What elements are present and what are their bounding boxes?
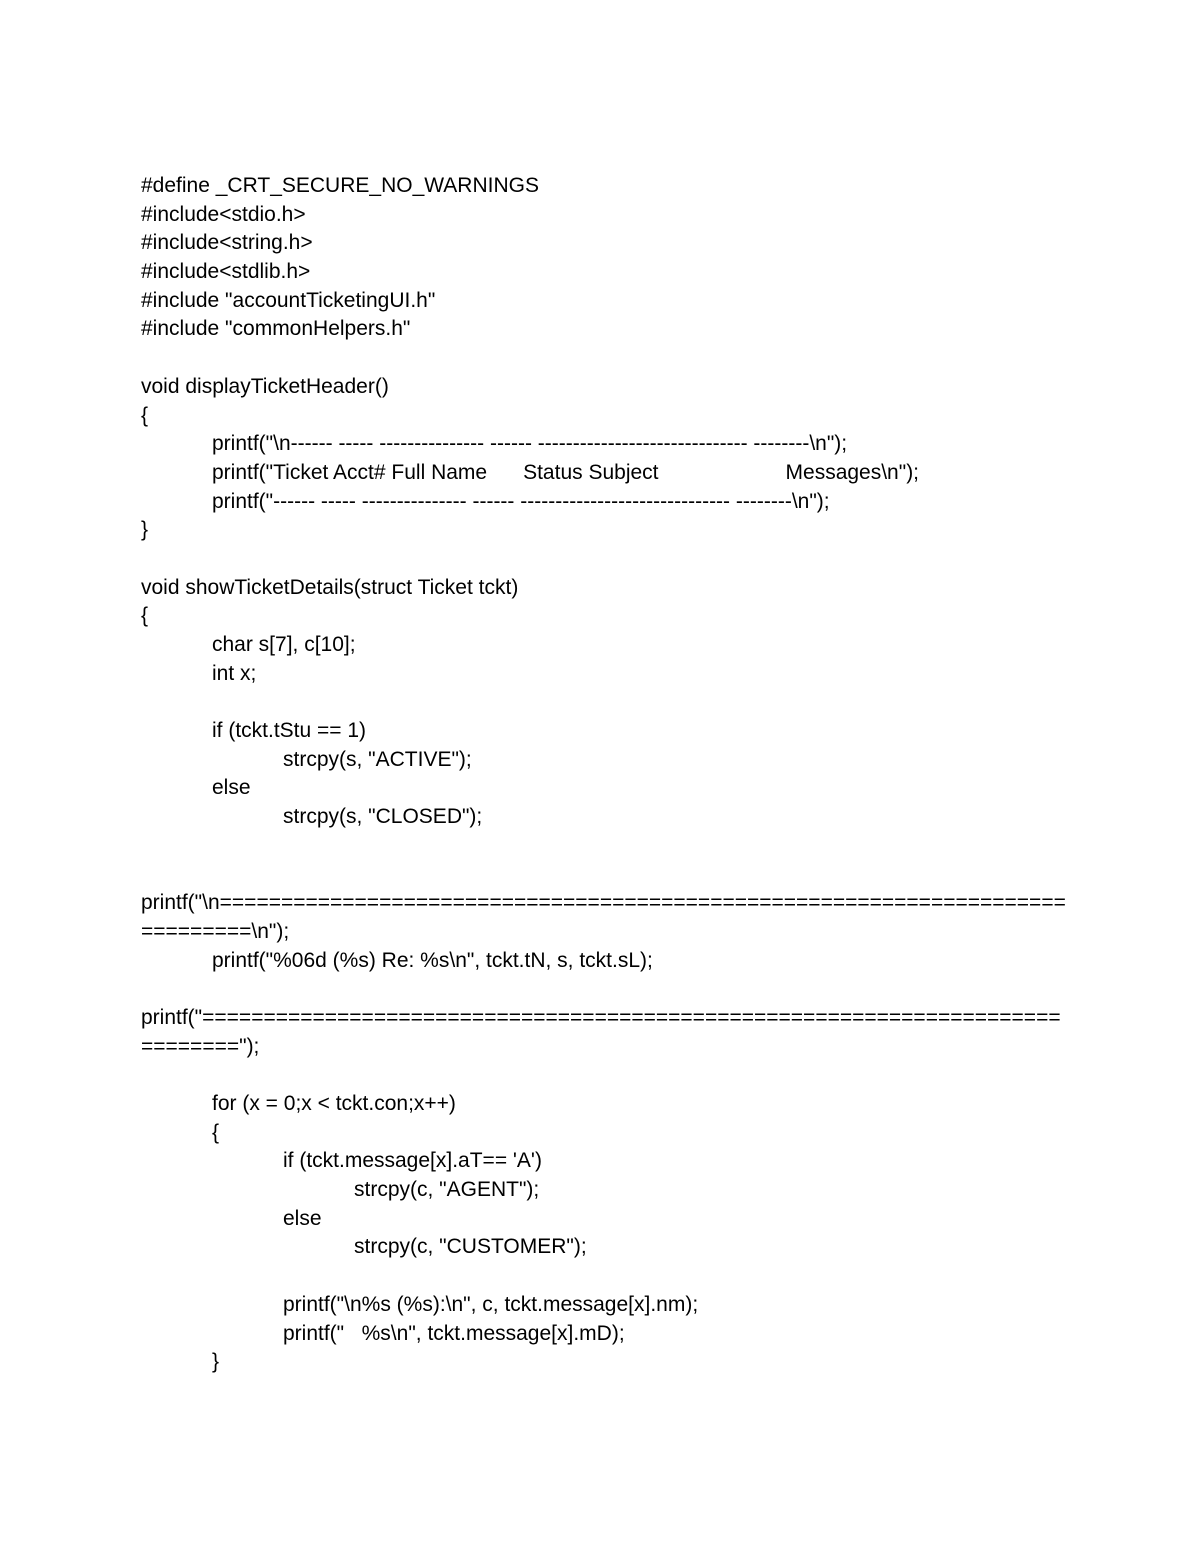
- code-line: else: [283, 1206, 322, 1230]
- code-line: {: [212, 1120, 220, 1144]
- code-line: printf("\n=====================================================================: [141, 891, 1066, 915]
- code-line: else: [212, 776, 251, 800]
- code-line: for (x = 0;x < tckt.con;x++): [212, 1092, 456, 1115]
- blank-line: [141, 861, 1071, 890]
- code-segment: Messages\n");: [785, 460, 920, 484]
- code-line: #include "accountTicketingUI.h": [141, 288, 436, 312]
- code-line: printf("======================================================================: [141, 1005, 1061, 1029]
- code-line: #include<stdlib.h>: [141, 260, 311, 284]
- code-line: printf("\n%s (%s):\n", c, tckt.message[x].nm);: [283, 1292, 699, 1316]
- code-line: strcpy(c, "AGENT");: [354, 1178, 540, 1202]
- blank-line: [141, 344, 1071, 373]
- code-segment: printf("Ticket Acct# Full Name: [212, 460, 488, 484]
- code-line: printf("%06d (%s) Re: %s\n", tckt.tN, s, tckt.sL);: [212, 948, 653, 972]
- code-line: int x;: [212, 661, 257, 685]
- blank-line: [141, 545, 1071, 574]
- code-line: }: [212, 1350, 220, 1374]
- code-line: }: [141, 518, 149, 542]
- code-line: ========");: [141, 1034, 260, 1058]
- blank-line: [141, 975, 1071, 1004]
- code-line: char s[7], c[10];: [212, 633, 356, 656]
- blank-line: [141, 1262, 1071, 1291]
- code-line: printf(" %s\n", tckt.message[x].mD);: [283, 1321, 625, 1345]
- blank-line: [141, 1061, 1071, 1090]
- code-line: printf("\n------ ----- --------------- ------ ------------------------------ --------\n");: [212, 432, 848, 456]
- code-line: {: [141, 403, 149, 427]
- code-line: #include "commonHelpers.h": [141, 317, 411, 341]
- code-line: void displayTicketHeader(): [141, 374, 389, 398]
- code-line: strcpy(c, "CUSTOMER");: [354, 1235, 587, 1259]
- code-line: if (tckt.message[x].aT== 'A'): [283, 1149, 542, 1173]
- code-line: void showTicketDetails(struct Ticket tckt): [141, 575, 519, 599]
- code-line: if (tckt.tStu == 1): [212, 719, 367, 743]
- blank-line: [141, 832, 1071, 861]
- code-line: {: [141, 604, 149, 628]
- code-line-header-labels: [141, 459, 1071, 488]
- code-line: strcpy(s, "ACTIVE");: [283, 747, 472, 771]
- code-line: =========\n");: [141, 919, 290, 943]
- code-line: #include<string.h>: [141, 231, 313, 255]
- code-segment: Status Subject: [523, 460, 659, 484]
- blank-line: [141, 688, 1071, 717]
- code-line: printf("------ ----- --------------- ------ ------------------------------ --------\n");: [212, 489, 830, 513]
- code-line: strcpy(s, "CLOSED");: [283, 805, 483, 829]
- code-line: #define _CRT_SECURE_NO_WARNINGS: [141, 174, 539, 197]
- code-line: #include<stdio.h>: [141, 202, 306, 226]
- source-code-block: [141, 172, 1071, 1377]
